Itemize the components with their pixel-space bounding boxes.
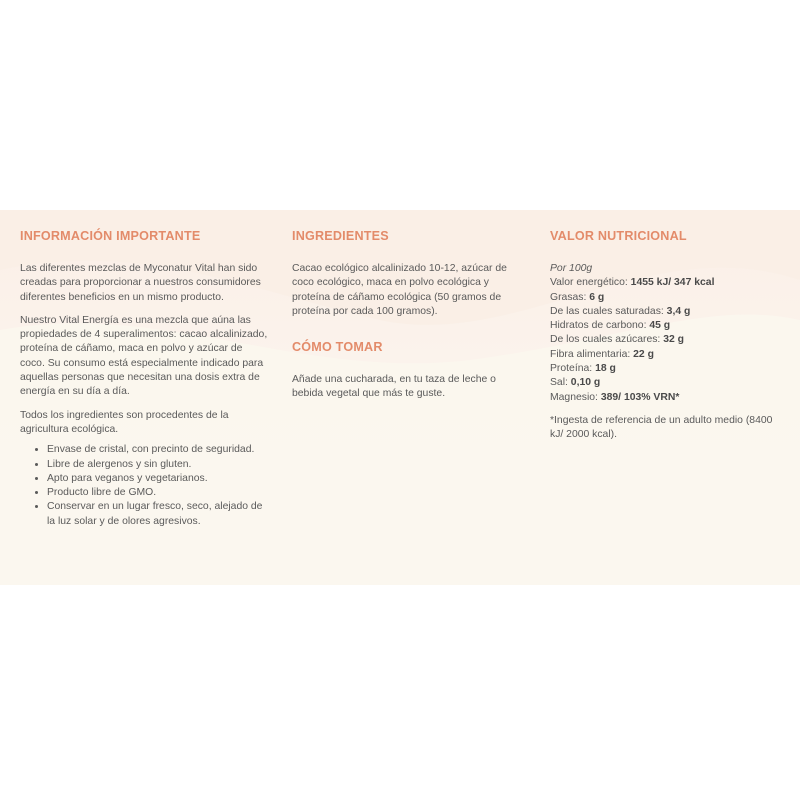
- nutrition-column: [550, 228, 785, 452]
- nutrition-value: 1455 kJ/ 347 kcal: [630, 277, 715, 289]
- nutrition-label: Valor energético:: [550, 277, 631, 289]
- list-item: • Producto libre de GMO.: [47, 486, 270, 500]
- nutrition-label: Fibra alimentaria:: [550, 348, 634, 360]
- nutrition-row: [550, 291, 785, 305]
- nutrition-label: De las cuales saturadas:: [550, 305, 667, 317]
- nutrition-footnote: *Ingesta de referencia de un adulto medio (8400 kJ/ 2000 kcal).: [550, 414, 773, 441]
- nutrition-row: [550, 305, 785, 319]
- nutrition-value: 45 g: [649, 320, 671, 332]
- nutrition-value: 389/ 103% VRN*: [600, 391, 680, 403]
- list-item: • Conservar en un lugar fresco, seco, alejado de la luz solar y de olores agresivos.: [47, 500, 270, 529]
- nutrition-value: 18 g: [595, 363, 616, 375]
- ingredients-heading: INGREDIENTES: [292, 229, 389, 243]
- ingredients-column: [292, 228, 517, 411]
- info-paragraph-3: Todos los ingredientes son procedentes de la agricultura ecológica.: [20, 409, 229, 435]
- important-info-heading: INFORMACIÓN IMPORTANTE: [20, 229, 201, 243]
- nutrition-heading: VALOR NUTRICIONAL: [550, 229, 687, 243]
- nutrition-row: [550, 276, 785, 290]
- nutrition-value: 6 g: [589, 291, 605, 303]
- nutrition-row: [550, 348, 785, 362]
- list-item: • Apto para veganos y vegetarianos.: [47, 472, 270, 486]
- nutrition-value: 32 g: [663, 334, 684, 346]
- nutrition-row: [550, 319, 785, 333]
- features-list: [20, 443, 270, 529]
- info-paragraph-2: Nuestro Vital Energía es una mezcla que aúna las propiedades de 4 superalimentos: cacao alcalinizado, proteína de cáñamo, maca en polvo y azúcar de coco. Su consumo está especialmente indicado para aquellas personas que necesitan una dosis extra de energía en su día a día.: [20, 314, 268, 398]
- nutrition-label: Hidratos de carbono:: [550, 320, 650, 332]
- how-to-take-text: Añade una cucharada, en tu taza de leche o bebida vegetal que más te guste.: [292, 374, 496, 400]
- nutrition-label: Grasas:: [550, 291, 590, 303]
- nutrition-per-100g: Por 100g: [550, 263, 593, 274]
- important-info-column: [20, 228, 270, 529]
- nutrition-label: De los cuales azúcares:: [550, 334, 664, 346]
- info-paragraph-1: Las diferentes mezclas de Myconatur Vital han sido creadas para proporcionar a nuestros consumidores diferentes beneficios en un mismo producto.: [20, 263, 261, 303]
- ingredients-text: Cacao ecológico alcalinizado 10-12, azúcar de coco ecológico, maca en polvo ecológica y proteína de cáñamo ecológica (50 gramos de proteína por cada 100 gramos).: [292, 263, 507, 317]
- nutrition-row: [550, 333, 785, 347]
- nutrition-row: [550, 391, 785, 405]
- nutrition-row: [550, 362, 785, 376]
- how-to-take-heading: CÓMO TOMAR: [292, 340, 383, 355]
- nutrition-label: Sal:: [550, 377, 571, 389]
- nutrition-label: Proteína:: [550, 363, 596, 375]
- nutrition-value: 3,4 g: [666, 305, 691, 317]
- nutrition-value: 22 g: [633, 348, 654, 360]
- nutrition-value: 0,10 g: [570, 377, 601, 389]
- nutrition-row: [550, 376, 785, 390]
- list-item: • Libre de alergenos y sin gluten.: [47, 458, 270, 472]
- list-item: • Envase de cristal, con precinto de seguridad.: [47, 443, 270, 457]
- product-info-panel: [0, 210, 800, 585]
- nutrition-label: Magnesio:: [550, 391, 601, 403]
